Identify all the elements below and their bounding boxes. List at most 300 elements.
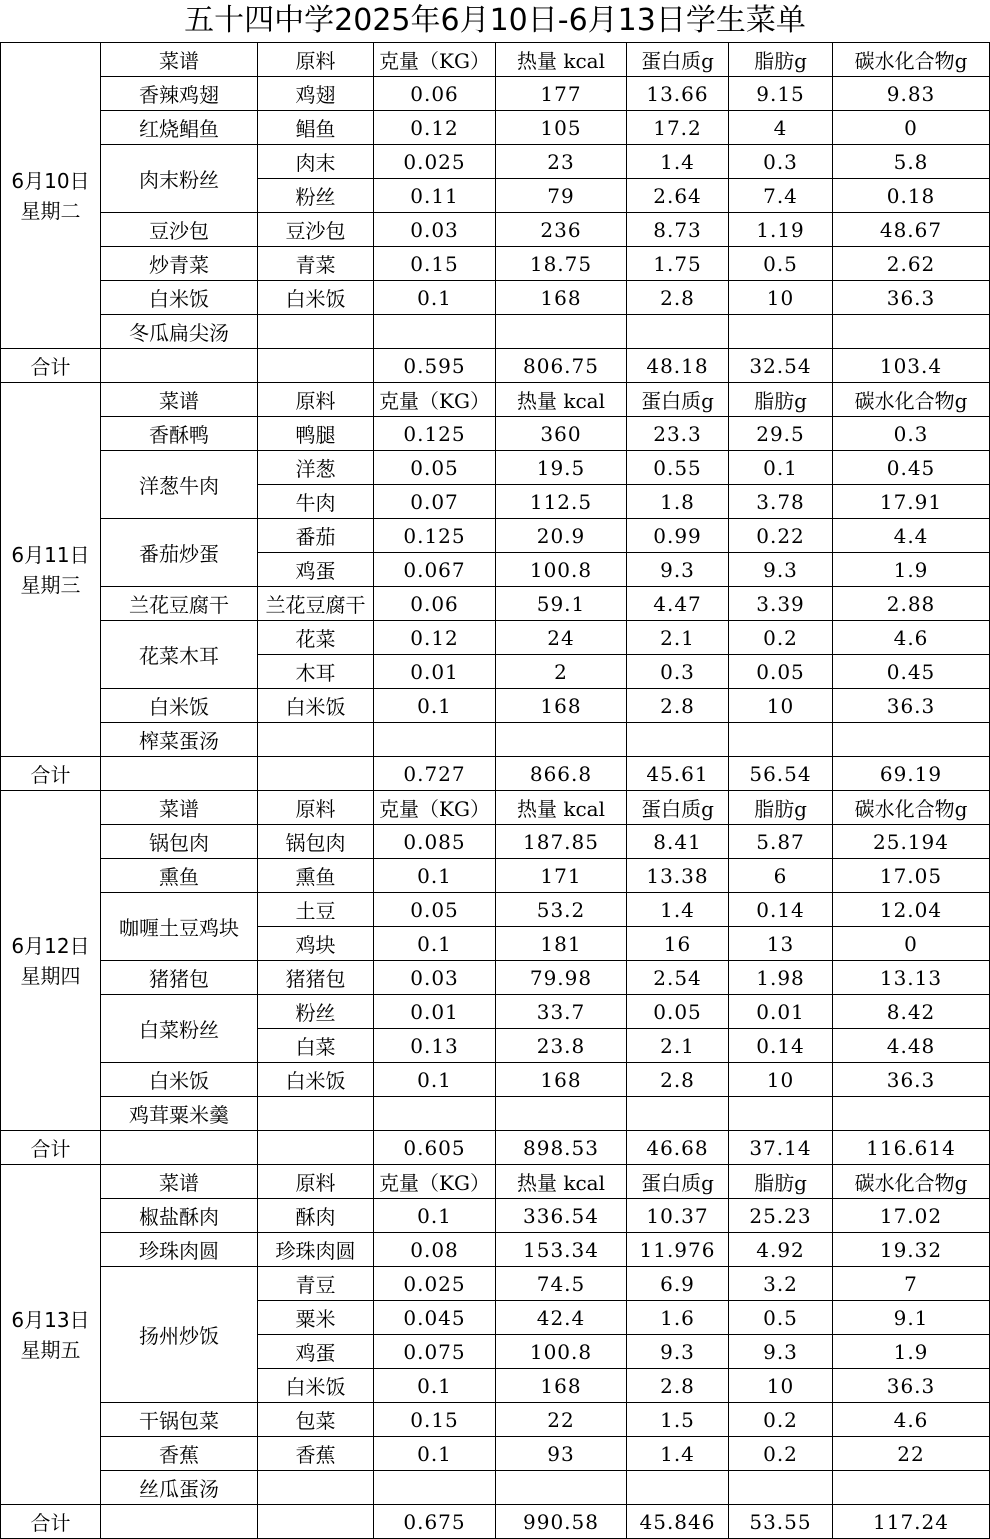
protein-cell: 10.37 [627, 1199, 729, 1233]
total-empty-dish [101, 757, 258, 791]
protein-cell: 9.3 [627, 553, 729, 587]
protein-cell: 0.05 [627, 995, 729, 1029]
fat-cell: 0.05 [729, 655, 833, 689]
total-row [1, 1505, 990, 1539]
header-weight: 克量（KG） [374, 1165, 496, 1199]
header-ingredient: 原料 [258, 383, 374, 417]
ingredient-cell: 酥肉 [258, 1199, 374, 1233]
carbs-cell: 0.45 [833, 655, 990, 689]
fat-cell [729, 723, 833, 757]
fat-cell: 1.98 [729, 961, 833, 995]
calories-cell: 2 [496, 655, 627, 689]
weight-cell: 0.06 [374, 77, 496, 111]
calories-cell: 79 [496, 179, 627, 213]
total-carbs: 69.19 [833, 757, 990, 791]
calories-cell: 168 [496, 1369, 627, 1403]
calories-cell: 18.75 [496, 247, 627, 281]
day-cell [1, 1165, 101, 1505]
header-fat: 脂肪g [729, 1165, 833, 1199]
table-row [1, 315, 990, 349]
header-dish: 菜谱 [101, 1165, 258, 1199]
total-empty-ingredient [258, 1131, 374, 1165]
total-empty-ingredient [258, 757, 374, 791]
table-row [1, 1403, 990, 1437]
carbs-cell: 5.8 [833, 145, 990, 179]
header-calories: 热量 kcal [496, 383, 627, 417]
total-row [1, 757, 990, 791]
protein-cell: 17.2 [627, 111, 729, 145]
dish-name: 洋葱牛肉 [101, 451, 258, 519]
table-row [1, 111, 990, 145]
fat-cell: 25.23 [729, 1199, 833, 1233]
carbs-cell: 0.18 [833, 179, 990, 213]
carbs-cell: 48.67 [833, 213, 990, 247]
total-label: 合计 [1, 757, 101, 791]
carbs-cell: 13.13 [833, 961, 990, 995]
calories-cell: 74.5 [496, 1267, 627, 1301]
header-fat: 脂肪g [729, 383, 833, 417]
carbs-cell: 0.45 [833, 451, 990, 485]
header-carbs: 碳水化合物g [833, 383, 990, 417]
ingredient-cell: 花菜 [258, 621, 374, 655]
table-row [1, 451, 990, 485]
header-protein: 蛋白质g [627, 1165, 729, 1199]
weight-cell [374, 1471, 496, 1505]
dish-name: 椒盐酥肉 [101, 1199, 258, 1233]
ingredient-cell: 鲳鱼 [258, 111, 374, 145]
total-protein: 48.18 [627, 349, 729, 383]
ingredient-cell: 土豆 [258, 893, 374, 927]
ingredient-cell [258, 1471, 374, 1505]
ingredient-cell: 青菜 [258, 247, 374, 281]
carbs-cell: 1.9 [833, 1335, 990, 1369]
weight-cell: 0.025 [374, 1267, 496, 1301]
dish-name: 丝瓜蛋汤 [101, 1471, 258, 1505]
ingredient-cell: 猪猪包 [258, 961, 374, 995]
protein-cell: 6.9 [627, 1267, 729, 1301]
dish-name: 红烧鲳鱼 [101, 111, 258, 145]
weight-cell: 0.1 [374, 1437, 496, 1471]
dish-name: 兰花豆腐干 [101, 587, 258, 621]
weight-cell: 0.13 [374, 1029, 496, 1063]
dish-name: 香酥鸭 [101, 417, 258, 451]
carbs-cell: 0 [833, 927, 990, 961]
ingredient-cell [258, 1097, 374, 1131]
fat-cell: 7.4 [729, 179, 833, 213]
fat-cell: 6 [729, 859, 833, 893]
weight-cell: 0.06 [374, 587, 496, 621]
protein-cell: 1.6 [627, 1301, 729, 1335]
total-protein: 45.61 [627, 757, 729, 791]
carbs-cell: 19.32 [833, 1233, 990, 1267]
fat-cell: 10 [729, 1063, 833, 1097]
weight-cell: 0.15 [374, 1403, 496, 1437]
weight-cell: 0.1 [374, 927, 496, 961]
table-row [1, 825, 990, 859]
protein-cell: 0.3 [627, 655, 729, 689]
total-row [1, 349, 990, 383]
protein-cell: 2.8 [627, 1063, 729, 1097]
weight-cell: 0.08 [374, 1233, 496, 1267]
calories-cell: 20.9 [496, 519, 627, 553]
header-dish: 菜谱 [101, 791, 258, 825]
menu-table [0, 42, 990, 1539]
total-fat: 56.54 [729, 757, 833, 791]
header-carbs: 碳水化合物g [833, 791, 990, 825]
dish-name: 炒青菜 [101, 247, 258, 281]
carbs-cell: 2.62 [833, 247, 990, 281]
ingredient-cell: 粉丝 [258, 179, 374, 213]
total-calories: 898.53 [496, 1131, 627, 1165]
ingredient-cell: 白米饭 [258, 281, 374, 315]
dish-name: 咖喱土豆鸡块 [101, 893, 258, 961]
ingredient-cell: 兰花豆腐干 [258, 587, 374, 621]
weight-cell [374, 723, 496, 757]
fat-cell: 0.22 [729, 519, 833, 553]
protein-cell: 0.55 [627, 451, 729, 485]
carbs-cell: 22 [833, 1437, 990, 1471]
header-fat: 脂肪g [729, 791, 833, 825]
protein-cell [627, 1097, 729, 1131]
fat-cell: 0.14 [729, 893, 833, 927]
table-row [1, 519, 990, 553]
carbs-cell: 0 [833, 111, 990, 145]
calories-cell: 168 [496, 281, 627, 315]
fat-cell: 9.3 [729, 553, 833, 587]
calories-cell: 24 [496, 621, 627, 655]
ingredient-cell [258, 723, 374, 757]
fat-cell: 3.78 [729, 485, 833, 519]
table-row [1, 213, 990, 247]
ingredient-cell: 鸡蛋 [258, 553, 374, 587]
weight-cell: 0.025 [374, 145, 496, 179]
total-fat: 53.55 [729, 1505, 833, 1539]
header-row [1, 1165, 990, 1199]
calories-cell: 187.85 [496, 825, 627, 859]
table-row [1, 723, 990, 757]
weight-cell: 0.05 [374, 451, 496, 485]
calories-cell: 100.8 [496, 553, 627, 587]
weight-cell: 0.045 [374, 1301, 496, 1335]
fat-cell: 4.92 [729, 1233, 833, 1267]
protein-cell: 2.1 [627, 1029, 729, 1063]
carbs-cell: 4.6 [833, 621, 990, 655]
weight-cell: 0.1 [374, 1369, 496, 1403]
protein-cell: 11.976 [627, 1233, 729, 1267]
protein-cell: 8.41 [627, 825, 729, 859]
dish-name: 锅包肉 [101, 825, 258, 859]
protein-cell: 1.4 [627, 893, 729, 927]
calories-cell: 93 [496, 1437, 627, 1471]
weight-cell: 0.15 [374, 247, 496, 281]
weight-cell [374, 315, 496, 349]
carbs-cell: 2.88 [833, 587, 990, 621]
ingredient-cell: 青豆 [258, 1267, 374, 1301]
total-calories: 866.8 [496, 757, 627, 791]
total-weight: 0.727 [374, 757, 496, 791]
total-label: 合计 [1, 1505, 101, 1539]
weight-cell: 0.11 [374, 179, 496, 213]
day-weekday: 星期三 [20, 572, 81, 597]
protein-cell: 23.3 [627, 417, 729, 451]
fat-cell: 4 [729, 111, 833, 145]
fat-cell: 9.3 [729, 1335, 833, 1369]
protein-cell: 2.54 [627, 961, 729, 995]
table-row [1, 961, 990, 995]
ingredient-cell: 鸡块 [258, 927, 374, 961]
carbs-cell: 36.3 [833, 1063, 990, 1097]
dish-name: 珍珠肉圆 [101, 1233, 258, 1267]
weight-cell: 0.03 [374, 213, 496, 247]
carbs-cell [833, 1097, 990, 1131]
protein-cell: 2.8 [627, 1369, 729, 1403]
dish-name: 香蕉 [101, 1437, 258, 1471]
ingredient-cell: 锅包肉 [258, 825, 374, 859]
ingredient-cell: 木耳 [258, 655, 374, 689]
fat-cell: 0.5 [729, 1301, 833, 1335]
protein-cell: 1.8 [627, 485, 729, 519]
header-calories: 热量 kcal [496, 791, 627, 825]
header-calories: 热量 kcal [496, 43, 627, 77]
total-empty-ingredient [258, 349, 374, 383]
dish-name: 香辣鸡翅 [101, 77, 258, 111]
dish-name: 白米饭 [101, 689, 258, 723]
total-weight: 0.595 [374, 349, 496, 383]
calories-cell: 105 [496, 111, 627, 145]
weight-cell: 0.1 [374, 1063, 496, 1097]
ingredient-cell: 豆沙包 [258, 213, 374, 247]
calories-cell: 112.5 [496, 485, 627, 519]
weight-cell: 0.1 [374, 689, 496, 723]
total-empty-dish [101, 1505, 258, 1539]
header-protein: 蛋白质g [627, 383, 729, 417]
ingredient-cell: 鸡蛋 [258, 1335, 374, 1369]
fat-cell: 13 [729, 927, 833, 961]
day-date: 6月12日 [11, 933, 90, 958]
fat-cell: 0.2 [729, 1437, 833, 1471]
menu-body [1, 43, 990, 1539]
calories-cell [496, 723, 627, 757]
calories-cell: 171 [496, 859, 627, 893]
ingredient-cell: 珍珠肉圆 [258, 1233, 374, 1267]
dish-name: 榨菜蛋汤 [101, 723, 258, 757]
dish-name: 花菜木耳 [101, 621, 258, 689]
table-row [1, 995, 990, 1029]
table-row [1, 247, 990, 281]
ingredient-cell: 包菜 [258, 1403, 374, 1437]
table-row [1, 587, 990, 621]
table-row [1, 1437, 990, 1471]
weight-cell: 0.075 [374, 1335, 496, 1369]
total-carbs: 103.4 [833, 349, 990, 383]
calories-cell: 336.54 [496, 1199, 627, 1233]
table-row [1, 281, 990, 315]
calories-cell: 53.2 [496, 893, 627, 927]
carbs-cell: 7 [833, 1267, 990, 1301]
weight-cell: 0.01 [374, 655, 496, 689]
header-fat: 脂肪g [729, 43, 833, 77]
protein-cell: 2.8 [627, 281, 729, 315]
protein-cell: 8.73 [627, 213, 729, 247]
table-row [1, 417, 990, 451]
fat-cell: 10 [729, 281, 833, 315]
table-row [1, 1267, 990, 1301]
fat-cell: 29.5 [729, 417, 833, 451]
fat-cell: 0.1 [729, 451, 833, 485]
fat-cell: 0.2 [729, 1403, 833, 1437]
fat-cell: 0.3 [729, 145, 833, 179]
table-row [1, 621, 990, 655]
table-row [1, 1063, 990, 1097]
total-empty-dish [101, 349, 258, 383]
weight-cell: 0.125 [374, 417, 496, 451]
header-carbs: 碳水化合物g [833, 43, 990, 77]
fat-cell [729, 1471, 833, 1505]
ingredient-cell: 洋葱 [258, 451, 374, 485]
weight-cell: 0.03 [374, 961, 496, 995]
total-calories: 806.75 [496, 349, 627, 383]
total-carbs: 117.24 [833, 1505, 990, 1539]
header-dish: 菜谱 [101, 383, 258, 417]
table-row [1, 145, 990, 179]
header-calories: 热量 kcal [496, 1165, 627, 1199]
carbs-cell: 36.3 [833, 689, 990, 723]
calories-cell: 22 [496, 1403, 627, 1437]
header-ingredient: 原料 [258, 791, 374, 825]
calories-cell [496, 1097, 627, 1131]
ingredient-cell: 鸭腿 [258, 417, 374, 451]
calories-cell: 181 [496, 927, 627, 961]
fat-cell: 10 [729, 689, 833, 723]
calories-cell: 168 [496, 1063, 627, 1097]
protein-cell: 16 [627, 927, 729, 961]
total-empty-dish [101, 1131, 258, 1165]
carbs-cell: 1.9 [833, 553, 990, 587]
dish-name: 白米饭 [101, 1063, 258, 1097]
fat-cell: 1.19 [729, 213, 833, 247]
carbs-cell: 4.48 [833, 1029, 990, 1063]
header-ingredient: 原料 [258, 43, 374, 77]
dish-name: 干锅包菜 [101, 1403, 258, 1437]
protein-cell: 13.38 [627, 859, 729, 893]
carbs-cell: 9.83 [833, 77, 990, 111]
ingredient-cell: 粉丝 [258, 995, 374, 1029]
protein-cell [627, 723, 729, 757]
total-label: 合计 [1, 349, 101, 383]
fat-cell: 3.39 [729, 587, 833, 621]
ingredient-cell: 肉末 [258, 145, 374, 179]
weight-cell: 0.1 [374, 859, 496, 893]
day-cell [1, 43, 101, 349]
table-row [1, 1471, 990, 1505]
carbs-cell [833, 315, 990, 349]
calories-cell: 59.1 [496, 587, 627, 621]
dish-name: 扬州炒饭 [101, 1267, 258, 1403]
day-date: 6月10日 [11, 168, 90, 193]
protein-cell: 2.64 [627, 179, 729, 213]
fat-cell: 0.2 [729, 621, 833, 655]
calories-cell: 177 [496, 77, 627, 111]
ingredient-cell: 白米饭 [258, 1369, 374, 1403]
weight-cell: 0.067 [374, 553, 496, 587]
header-weight: 克量（KG） [374, 791, 496, 825]
protein-cell: 2.1 [627, 621, 729, 655]
carbs-cell: 25.194 [833, 825, 990, 859]
total-weight: 0.675 [374, 1505, 496, 1539]
table-row [1, 1199, 990, 1233]
carbs-cell: 9.1 [833, 1301, 990, 1335]
carbs-cell: 12.04 [833, 893, 990, 927]
protein-cell: 1.75 [627, 247, 729, 281]
protein-cell: 2.8 [627, 689, 729, 723]
header-protein: 蛋白质g [627, 43, 729, 77]
protein-cell: 4.47 [627, 587, 729, 621]
ingredient-cell: 番茄 [258, 519, 374, 553]
day-cell [1, 791, 101, 1131]
table-row [1, 859, 990, 893]
protein-cell [627, 1471, 729, 1505]
day-cell [1, 383, 101, 757]
protein-cell: 1.5 [627, 1403, 729, 1437]
fat-cell: 0.01 [729, 995, 833, 1029]
fat-cell: 0.5 [729, 247, 833, 281]
header-dish: 菜谱 [101, 43, 258, 77]
dish-name: 鸡茸粟米羹 [101, 1097, 258, 1131]
fat-cell [729, 1097, 833, 1131]
total-row [1, 1131, 990, 1165]
ingredient-cell: 香蕉 [258, 1437, 374, 1471]
protein-cell [627, 315, 729, 349]
carbs-cell: 17.91 [833, 485, 990, 519]
dish-name: 冬瓜扁尖汤 [101, 315, 258, 349]
ingredient-cell: 鸡翅 [258, 77, 374, 111]
fat-cell [729, 315, 833, 349]
fat-cell: 0.14 [729, 1029, 833, 1063]
calories-cell: 153.34 [496, 1233, 627, 1267]
table-row [1, 893, 990, 927]
carbs-cell: 17.02 [833, 1199, 990, 1233]
weight-cell: 0.125 [374, 519, 496, 553]
calories-cell: 23.8 [496, 1029, 627, 1063]
header-ingredient: 原料 [258, 1165, 374, 1199]
total-calories: 990.58 [496, 1505, 627, 1539]
header-row [1, 43, 990, 77]
carbs-cell: 17.05 [833, 859, 990, 893]
ingredient-cell: 粟米 [258, 1301, 374, 1335]
weight-cell: 0.12 [374, 111, 496, 145]
dish-name: 白米饭 [101, 281, 258, 315]
page-title: 五十四中学2025年6月10日-6月13日学生菜单 [184, 3, 806, 38]
dish-name: 番茄炒蛋 [101, 519, 258, 587]
total-empty-ingredient [258, 1505, 374, 1539]
carbs-cell: 8.42 [833, 995, 990, 1029]
day-weekday: 星期四 [20, 963, 81, 988]
weight-cell: 0.12 [374, 621, 496, 655]
ingredient-cell: 白米饭 [258, 1063, 374, 1097]
carbs-cell [833, 1471, 990, 1505]
fat-cell: 5.87 [729, 825, 833, 859]
ingredient-cell: 牛肉 [258, 485, 374, 519]
table-row [1, 689, 990, 723]
calories-cell: 360 [496, 417, 627, 451]
weight-cell: 0.085 [374, 825, 496, 859]
protein-cell: 1.4 [627, 145, 729, 179]
weight-cell [374, 1097, 496, 1131]
calories-cell: 23 [496, 145, 627, 179]
total-protein: 45.846 [627, 1505, 729, 1539]
table-row [1, 77, 990, 111]
carbs-cell: 4.4 [833, 519, 990, 553]
